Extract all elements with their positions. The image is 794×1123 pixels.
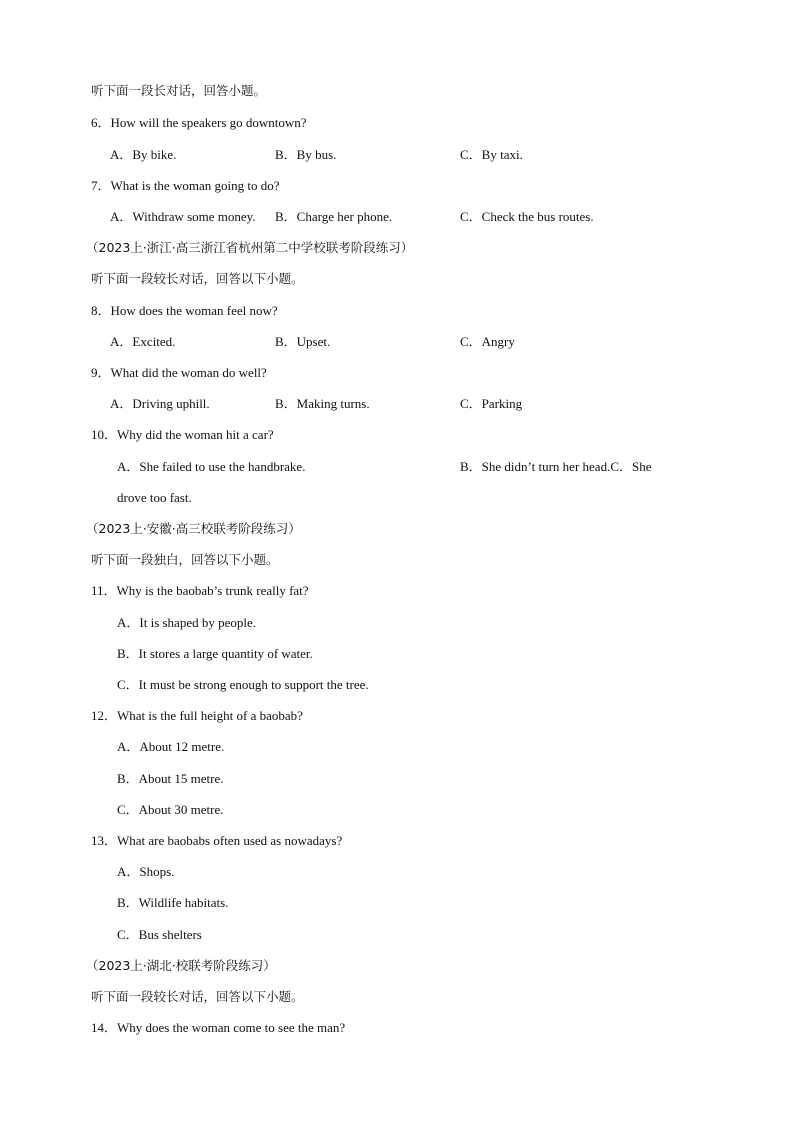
q8-option-a: A．Excited. bbox=[110, 334, 176, 349]
section-instruction: 听下面一段独白，回答以下小题。 bbox=[91, 552, 279, 567]
q12-option-b: B．About 15 metre. bbox=[117, 771, 224, 786]
q7-option-b: B．Charge her phone. bbox=[275, 209, 393, 224]
question-10: 10．Why did the woman hit a car? bbox=[91, 427, 274, 442]
q10-option-c-continued: drove too fast. bbox=[117, 490, 192, 505]
question-12: 12．What is the full height of a baobab? bbox=[91, 708, 303, 723]
q6-option-c: C．By taxi. bbox=[460, 147, 523, 162]
q6-option-b: B．By bus. bbox=[275, 147, 337, 162]
question-11: 11．Why is the baobab’s trunk really fat? bbox=[91, 583, 309, 598]
section-source: （2023上·安徽·高三校联考阶段练习） bbox=[86, 521, 301, 536]
q9-option-b: B．Making turns. bbox=[275, 396, 370, 411]
q11-option-b: B．It stores a large quantity of water. bbox=[117, 646, 313, 661]
section-instruction: 听下面一段较长对话，回答以下小题。 bbox=[91, 989, 304, 1004]
section-source: （2023上·湖北·校联考阶段练习） bbox=[86, 958, 276, 973]
q13-option-b: B．Wildlife habitats. bbox=[117, 895, 229, 910]
q13-option-a: A．Shops. bbox=[117, 864, 175, 879]
q9-option-a: A．Driving uphill. bbox=[110, 396, 210, 411]
q11-option-a: A．It is shaped by people. bbox=[117, 615, 257, 630]
q12-option-a: A．About 12 metre. bbox=[117, 739, 225, 754]
q7-option-c: C．Check the bus routes. bbox=[460, 209, 594, 224]
section-source: （2023上·浙江·高三浙江省杭州第二中学校联考阶段练习） bbox=[86, 240, 414, 255]
q6-option-a: A．By bike. bbox=[110, 147, 177, 162]
question-8: 8．How does the woman feel now? bbox=[91, 303, 278, 318]
question-13: 13．What are baobabs often used as nowadays? bbox=[91, 833, 343, 848]
question-6: 6．How will the speakers go downtown? bbox=[91, 115, 307, 130]
q13-option-c: C．Bus shelters bbox=[117, 927, 202, 942]
q12-option-c: C．About 30 metre. bbox=[117, 802, 224, 817]
question-9: 9．What did the woman do well? bbox=[91, 365, 267, 380]
section-instruction: 听下面一段较长对话，回答以下小题。 bbox=[91, 271, 304, 286]
q8-option-c: C．Angry bbox=[460, 334, 515, 349]
q7-option-a: A．Withdraw some money. bbox=[110, 209, 256, 224]
question-7: 7．What is the woman going to do? bbox=[91, 178, 280, 193]
section-instruction: 听下面一段长对话，回答小题。 bbox=[91, 83, 267, 98]
q11-option-c: C．It must be strong enough to support the tree. bbox=[117, 677, 369, 692]
q9-option-c: C．Parking bbox=[460, 396, 523, 411]
q8-option-b: B．Upset. bbox=[275, 334, 331, 349]
q10-option-b-c: B．She didn’t turn her head.C．She bbox=[460, 459, 652, 474]
q10-option-a: A．She failed to use the handbrake. bbox=[117, 459, 306, 474]
question-14: 14．Why does the woman come to see the man? bbox=[91, 1020, 346, 1035]
